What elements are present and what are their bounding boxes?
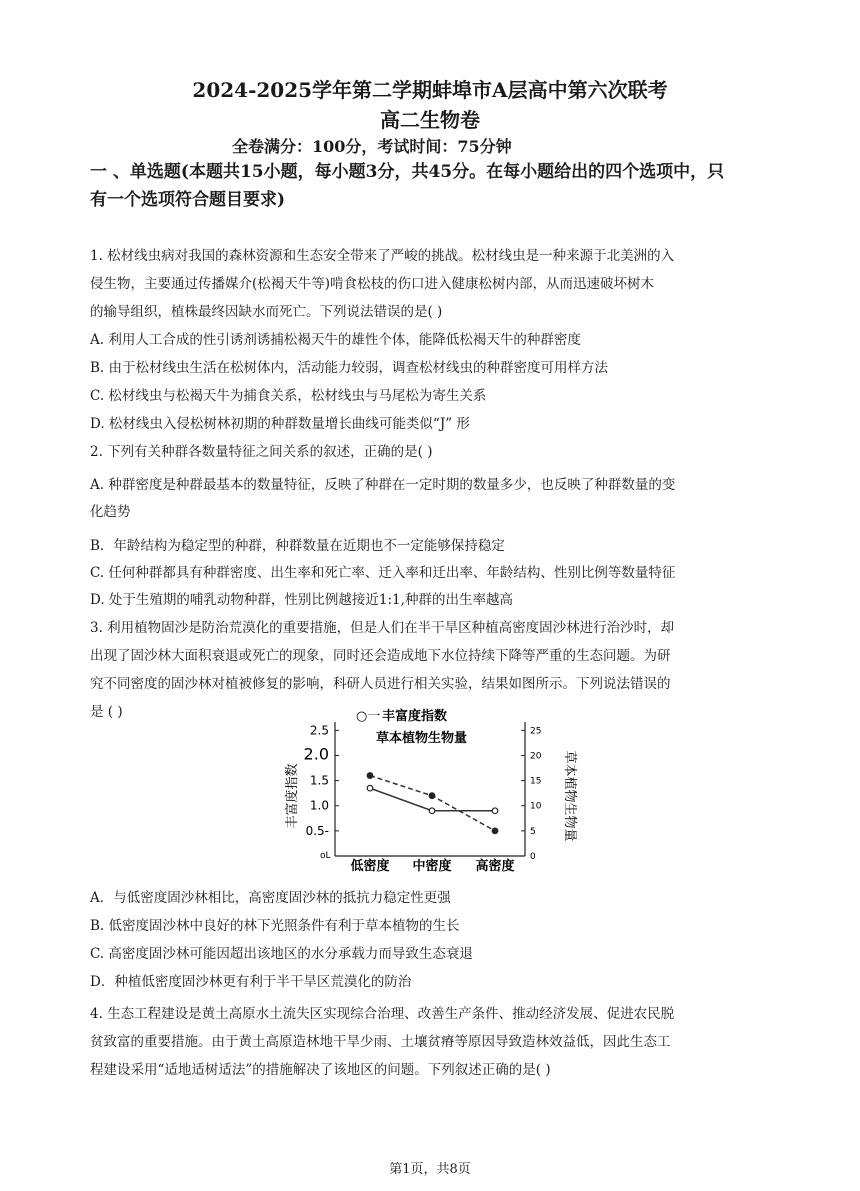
legend-entry-richness: 丰富度指数: [382, 709, 448, 724]
y-tick-label: 2.0: [303, 744, 329, 764]
q1-option-b: B. 由于松材线虫生活在松树体内，活动能力较弱，调查松材线虫的种群密度可用样方法: [90, 360, 609, 376]
q1-option-d: D. 松材线虫入侵松树林初期的种群数量增长曲线可能类似“J” 形: [90, 416, 470, 432]
q2-option-a-cont: 化趋势: [90, 504, 131, 520]
q3-option-a: A．与低密度固沙林相比，高密度固沙林的抵抗力稳定性更强: [90, 890, 451, 906]
y2-tick-label: 20: [530, 751, 542, 762]
y-tick-label: 1.0: [309, 798, 329, 813]
x-tick-label: 中密度: [412, 859, 452, 874]
q2-option-a: A. 种群密度是种群最基本的数量特征，反映了种群在一定时期的数量多少，也反映了种群数量的变: [90, 477, 676, 493]
richness-data-point: [492, 808, 498, 814]
biomass-series-line: [370, 776, 495, 831]
score-time-line: 全卷满分：100分，考试时间：75分钟: [232, 137, 512, 156]
y-tick-label: 0.5-: [305, 823, 329, 838]
q3-option-d: D．种植低密度固沙林更有利于半干旱区荒漠化的防治: [90, 974, 412, 990]
section-heading-line1: 一 、单选题(本题共15小题，每小题3分，共45分。在每小题给出的四个选项中，只: [90, 162, 725, 182]
q3-option-b: B. 低密度固沙林中良好的林下光照条件有利于草本植物的生长: [90, 918, 460, 934]
section-heading-line2: 有一个选项符合题目要求): [90, 190, 286, 210]
section-heading: [90, 158, 780, 214]
q3-stem-line: 出现了固沙林大面积衰退或死亡的现象，同时还会造成地下水位持续下降等严重的生态问题。为研: [90, 648, 671, 664]
y-tick-label: 1.5: [309, 773, 329, 788]
biomass-data-point: [367, 773, 373, 779]
q3-option-c: C. 高密度固沙林可能因超出该地区的水分承载力而导致生态衰退: [90, 946, 473, 962]
x-tick-label: 低密度: [350, 859, 390, 874]
richness-data-point: [367, 785, 373, 791]
q1-stem-line: 1. 松材线虫病对我国的森林资源和生态安全带来了严峻的挑战。松材线虫是一种来源于北美洲的入: [90, 248, 675, 264]
richness-series-line: [370, 788, 495, 811]
q4-stem-line: 贫致富的重要措施。由于黄土高原造林地干旱少雨、土壤贫瘠等原因导致造林效益低，因此生态工: [90, 1034, 671, 1050]
q2-option-c: C. 任何种群都具有种群密度、出生率和死亡率、迁入率和迁出率、年龄结构、性别比例等数量特征: [90, 565, 676, 581]
q3-stem-line: 3. 利用植物固沙是防治荒漠化的重要措施，但是人们在半干旱区种植高密度固沙林进行治沙时，却: [90, 620, 675, 636]
biomass-data-point: [492, 828, 498, 834]
y2-tick-label: 0: [530, 852, 536, 862]
density-chart: [270, 700, 600, 882]
y2-tick-label: 5: [530, 826, 536, 837]
biomass-data-point: [429, 793, 435, 799]
page-footer: 第1页，共8页: [389, 1162, 471, 1177]
y2-tick-label: 15: [530, 776, 542, 787]
exam-subtitle: 高二生物卷: [380, 108, 480, 132]
q4-stem-line: 4. 生态工程建设是黄土高原水土流失区实现综合治理、改善生产条件、推动经济发展、促进农民脱: [90, 1006, 675, 1022]
y-tick-label: 2.5: [309, 723, 329, 738]
richness-data-point: [429, 808, 435, 814]
q2-stem-line: 2. 下列有关种群各数量特征之间关系的叙述，正确的是( ): [90, 444, 433, 460]
legend-entry-biomass: 草本植物生物量: [376, 731, 468, 746]
y-axis-label: 丰富度指数: [285, 763, 300, 829]
q1-option-a: A. 利用人工合成的性引诱剂诱捕松褐天牛的雄性个体，能降低松褐天牛的种群密度: [90, 332, 581, 348]
q1-option-c: C. 松材线虫与松褐天牛为捕食关系，松材线虫与马尾松为寄生关系: [90, 388, 487, 404]
y2-tick-label: 10: [530, 801, 542, 812]
legend-marker: ○一: [356, 709, 381, 724]
y2-tick-label: 25: [530, 726, 542, 737]
q2-option-d: D. 处于生殖期的哺乳动物种群，性别比例越接近1:1,种群的出生率越高: [90, 592, 513, 608]
q3-stem-line: 是 ( ): [90, 704, 123, 720]
y2-axis-label: 草本植物生物量: [562, 750, 577, 842]
q4-stem-line: 程建设采用“适地适树适法”的措施解决了该地区的问题。下列叙述正确的是( ): [90, 1062, 551, 1078]
q3-stem-line: 究不同密度的固沙林对植被修复的影响，科研人员进行相关实验，结果如图所示。下列说法错误的: [90, 676, 671, 692]
q2-option-b: B．年龄结构为稳定型的种群，种群数量在近期也不一定能够保持稳定: [90, 538, 505, 554]
q1-stem-line: 侵生物，主要通过传播媒介(松褐天牛等)啃食松枝的伤口进入健康松树内部，从而迅速破坏树木: [90, 276, 655, 292]
exam-title: 2024-2025学年第二学期蚌埠市A层高中第六次联考: [192, 78, 668, 102]
x-tick-label: 高密度: [475, 859, 515, 874]
q1-stem-line: 的输导组织，植株最终因缺水而死亡。下列说法错误的是( ): [90, 304, 443, 320]
origin-label: oL: [320, 851, 331, 861]
